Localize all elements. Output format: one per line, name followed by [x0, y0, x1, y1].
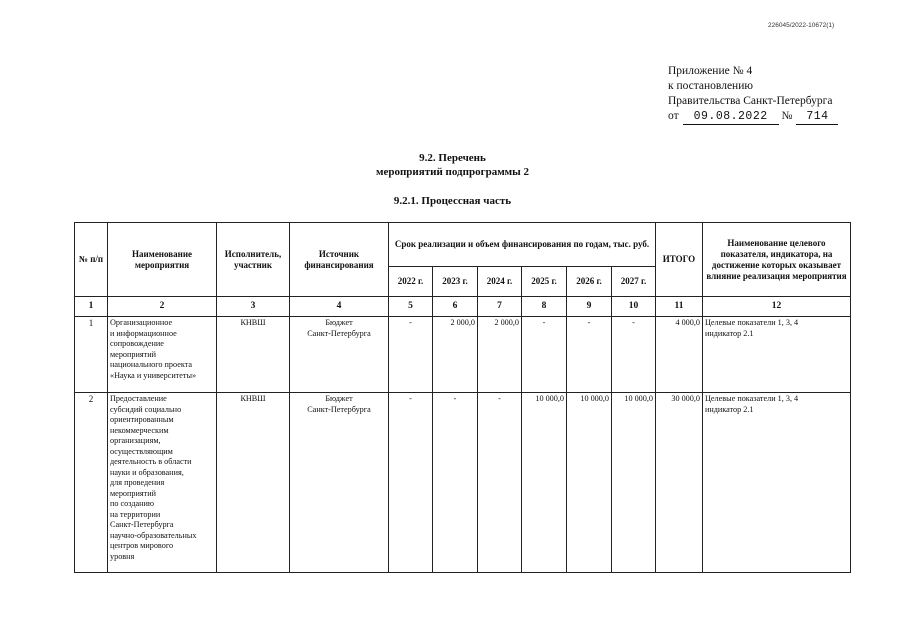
decree-date: 09.08.2022 — [683, 109, 779, 125]
appendix-line-3: Правительства Санкт-Петербурга — [668, 95, 833, 107]
measures-table — [74, 222, 851, 573]
appendix-line-1: Приложение № 4 — [668, 65, 753, 77]
year-value: - — [389, 393, 433, 573]
table-row — [75, 393, 851, 573]
header-year: 2023 г. — [433, 267, 478, 297]
total-value: 30 000,0 — [656, 393, 703, 573]
page-title-line-2: мероприятий подпрограммы 2 — [375, 166, 530, 178]
column-number: 8 — [522, 297, 567, 317]
column-number: 10 — [612, 297, 656, 317]
header-name: Наименование мероприятия — [108, 223, 217, 297]
header-year: 2026 г. — [567, 267, 612, 297]
document-id: 226045/2022-10672(1) — [768, 22, 835, 29]
header-period: Срок реализации и объем финансирования по годам, тыс. руб. — [389, 223, 656, 267]
total-value: 4 000,0 — [656, 317, 703, 393]
column-number: 3 — [217, 297, 290, 317]
page-title: 9.2. Перечень — [419, 152, 486, 164]
header-indicator: Наименование целевого показателя, индикатора, на достижение которых оказывает влияние реализация мероприятия — [703, 223, 851, 297]
funding-source-cell: Бюджет Санкт-Петербурга — [290, 393, 389, 573]
column-number: 11 — [656, 297, 703, 317]
year-value: - — [478, 393, 522, 573]
header-year: 2024 г. — [478, 267, 522, 297]
year-value: - — [522, 317, 567, 393]
number-label: № — [781, 110, 793, 122]
indicator-cell: Целевые показатели 1, 3, 4 индикатор 2.1 — [703, 317, 851, 393]
header-num: № п/п — [75, 223, 108, 297]
column-number: 7 — [478, 297, 522, 317]
section-subtitle: 9.2.1. Процессная часть — [393, 195, 512, 207]
measure-name: Предоставление субсидий социально ориентированным некоммерческим организациям, осуществляющим деятельность в области науки и образования, для проведения мероприятий по созданию на территории Санкт-Петербурга научно-образовательных центров мирового уровня — [108, 393, 217, 573]
header-year: 2027 г. — [612, 267, 656, 297]
header-year: 2025 г. — [522, 267, 567, 297]
column-number: 9 — [567, 297, 612, 317]
year-value: - — [612, 317, 656, 393]
column-number: 12 — [703, 297, 851, 317]
column-number: 5 — [389, 297, 433, 317]
column-number: 1 — [75, 297, 108, 317]
indicator-cell: Целевые показатели 1, 3, 4 индикатор 2.1 — [703, 393, 851, 573]
header-total: ИТОГО — [656, 223, 703, 297]
row-number: 1 — [75, 317, 108, 393]
header-year: 2022 г. — [389, 267, 433, 297]
measure-name: Организационное и информационное сопровождение мероприятий национального проекта «Наука и университеты» — [108, 317, 217, 393]
year-value: 10 000,0 — [612, 393, 656, 573]
funding-source-cell: Бюджет Санкт-Петербурга — [290, 317, 389, 393]
header-row — [75, 223, 851, 267]
executor-cell: КНВШ — [217, 317, 290, 393]
decree-number: 714 — [796, 109, 838, 125]
year-value: 2 000,0 — [478, 317, 522, 393]
year-value: - — [433, 393, 478, 573]
appendix-block — [668, 64, 888, 125]
year-value: 10 000,0 — [567, 393, 612, 573]
appendix-line-2: к постановлению — [668, 80, 753, 92]
row-number: 2 — [75, 393, 108, 573]
header-source: Источник финансирования — [290, 223, 389, 297]
year-value: 10 000,0 — [522, 393, 567, 573]
table-row — [75, 317, 851, 393]
header-executor: Исполнитель, участник — [217, 223, 290, 297]
year-value: 2 000,0 — [433, 317, 478, 393]
year-value: - — [567, 317, 612, 393]
executor-cell: КНВШ — [217, 393, 290, 573]
column-number: 6 — [433, 297, 478, 317]
from-label: от — [668, 110, 679, 122]
appendix-date-line — [668, 109, 888, 125]
column-number: 4 — [290, 297, 389, 317]
column-number: 2 — [108, 297, 217, 317]
column-numbers-row — [75, 297, 851, 317]
year-value: - — [389, 317, 433, 393]
